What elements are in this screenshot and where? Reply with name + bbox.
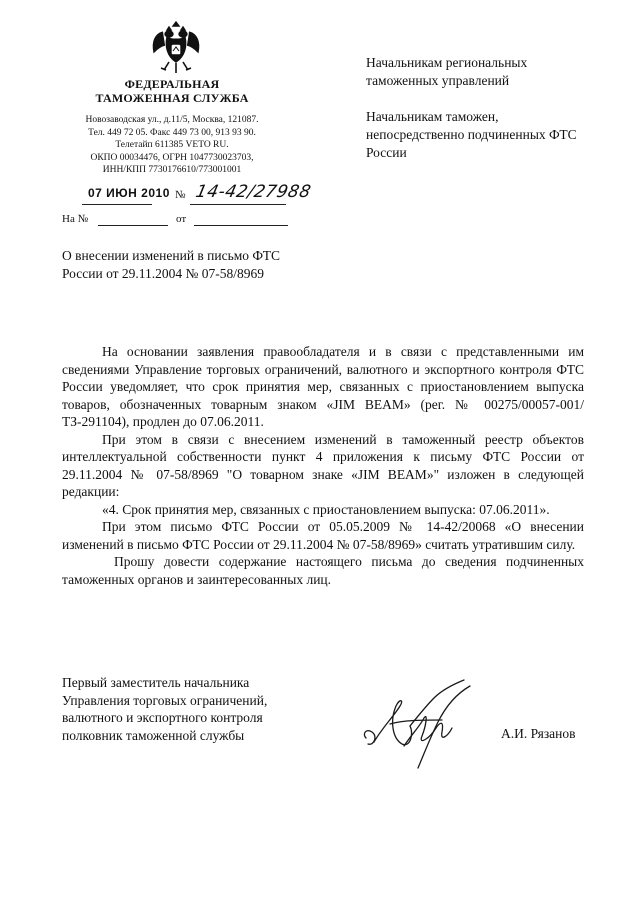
reference-date-label: от bbox=[176, 213, 187, 225]
coat-of-arms-emblem bbox=[149, 18, 203, 76]
signatory-position bbox=[62, 674, 322, 744]
paragraph-5: Прошу довести содержание настоящего письма до сведения подчиненных таможенных органов и заинтересованных лиц. bbox=[62, 554, 584, 587]
address-line: Новозаводская ул., д.11/5, Москва, 121087. bbox=[85, 115, 259, 125]
organization-address-block bbox=[60, 114, 284, 177]
position-line: Управления торговых ограничений, bbox=[62, 692, 268, 708]
paragraph-1: На основании заявления правообладателя и в связи с представленными им сведениями Управление торговых ограничений, валютного и экспортного контроля ФТС России уведомляет, что срок принятия мер, связанных с приостановлением выпуска товаров, обозначенных товарным знаком «JIM BEAM» (рег. № 00275/00057-001/ТЗ-291104), продлен до 07.06.2011. bbox=[62, 344, 584, 429]
date-stamp: 07 ИЮН 2010 bbox=[88, 186, 170, 200]
paragraph-3: «4. Срок принятия мер, связанных с приостановлением выпуска: 07.06.2011». bbox=[102, 501, 550, 517]
reference-number-line bbox=[98, 225, 168, 226]
number-underline bbox=[190, 204, 286, 205]
document-number: 14-42/27988 bbox=[193, 182, 313, 202]
phone-fax-line: Тел. 449 72 05. Факс 449 73 00, 913 93 90. bbox=[88, 127, 256, 138]
addressee-regional: Начальникам региональных таможенных управлений bbox=[366, 55, 528, 88]
organization-name-line-1: ФЕДЕРАЛЬНАЯ bbox=[124, 77, 220, 91]
letter-subject: О внесении изменений в письмо ФТС России от 29.11.2004 № 07-58/8969 bbox=[62, 248, 281, 281]
organization-name bbox=[60, 77, 284, 105]
addressee-customs: Начальникам таможен, непосредственно подчиненных ФТС России bbox=[366, 109, 577, 160]
reference-date-line bbox=[194, 225, 288, 226]
signatory-name: А.И. Рязанов bbox=[501, 726, 576, 741]
handwritten-signature bbox=[360, 676, 496, 776]
teletype-line: Телетайп 611385 VETO RU. bbox=[115, 140, 229, 150]
date-underline bbox=[82, 204, 152, 205]
addressees-block bbox=[366, 54, 586, 180]
letter-body bbox=[62, 343, 584, 588]
position-line: валютного и экспортного контроля bbox=[62, 710, 263, 725]
position-line: Первый заместитель начальника bbox=[62, 675, 250, 690]
number-label: № bbox=[175, 189, 186, 201]
reference-number-label: На № bbox=[62, 213, 89, 225]
inn-kpp-line: ИНН/КПП 7730176610/773001001 bbox=[102, 165, 242, 175]
paragraph-4: При этом письмо ФТС России от 05.05.2009 № 14-42/20068 «О внесении изменений в письмо ФТС России от 29.11.2004 № 07-58/8969» считать утратившим силу. bbox=[62, 519, 584, 552]
paragraph-2: При этом в связи с внесением изменений в таможенный реестр объектов интеллектуальной собственности пункт 4 приложения к письму ФТС России от 29.11.2004 № 07-58/8969 "О товарном знаке «JIM BEAM»" изложен в следующей редакции: bbox=[62, 431, 584, 499]
organization-name-line-2: ТАМОЖЕННАЯ СЛУЖБА bbox=[95, 91, 249, 105]
position-line: полковник таможенной службы bbox=[62, 727, 245, 743]
okpo-ogrn-line: ОКПО 00034476, ОГРН 1047730023703, bbox=[90, 152, 254, 163]
